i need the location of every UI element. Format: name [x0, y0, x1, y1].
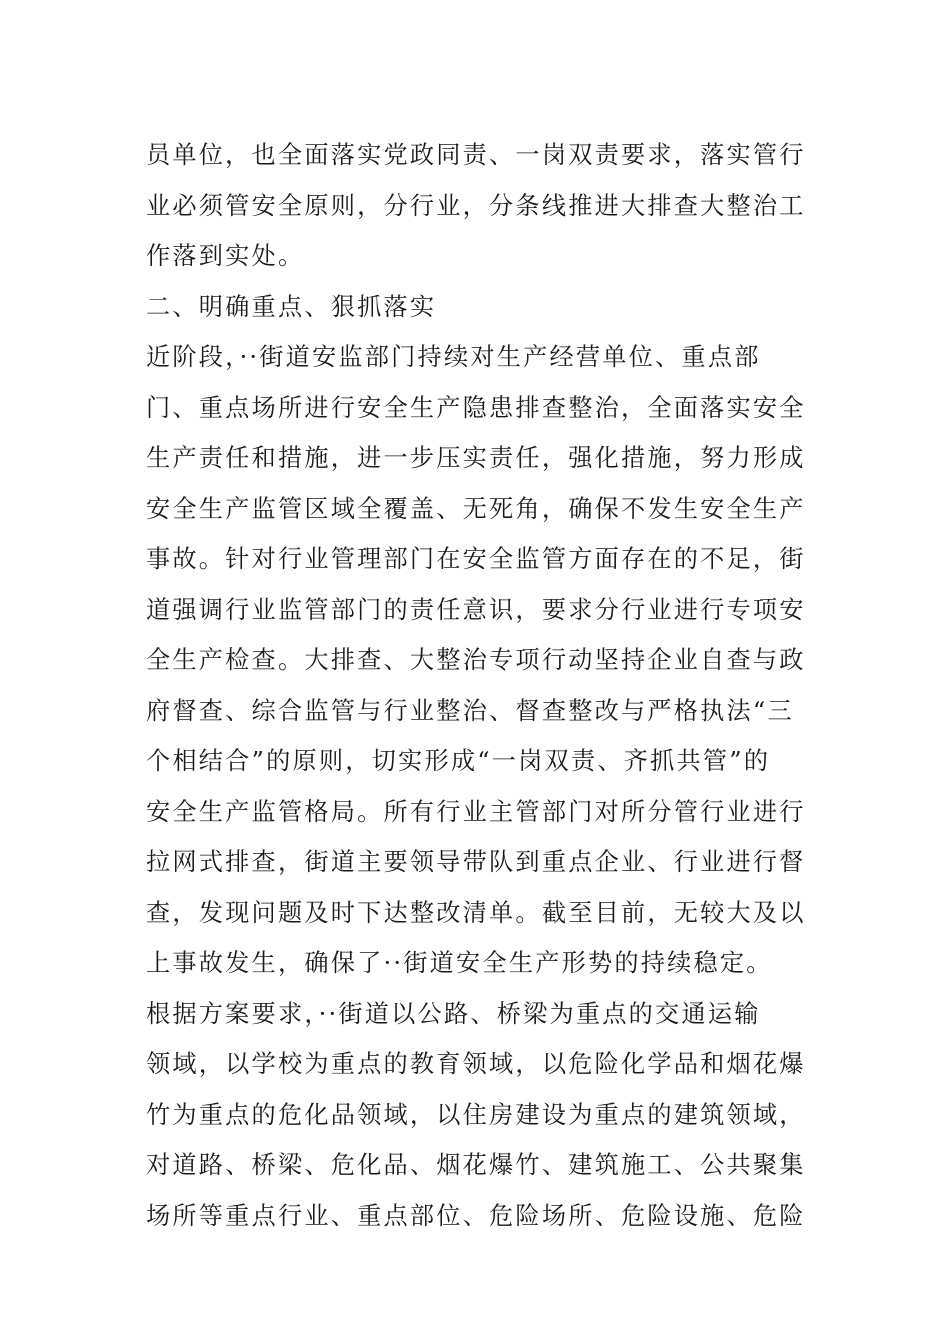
text-line: 道强调行业监管部门的责任意识，要求分行业进行专项安 — [146, 595, 806, 624]
text-line: 员单位，也全面落实党政同责、一岗双责要求，落实管行 — [146, 141, 806, 169]
text-line: 门、重点场所进行安全生产隐患排查整治，全面落实安全 — [146, 393, 806, 422]
text-line: 对道路、桥梁、危化品、烟花爆竹、建筑施工、公共聚集 — [146, 1151, 806, 1179]
text-line: 近阶段，··街道安监部门持续对生产经营单位、重点部 — [146, 343, 761, 371]
text-line: 安全生产监管区域全覆盖、无死角，确保不发生安全生产 — [146, 494, 806, 523]
text-line: 场所等重点行业、重点部位、危险场所、危险设施、危险 — [146, 1201, 806, 1230]
text-line: 府督查、综合监管与行业整治、督查整改与严格执法“三 — [146, 696, 794, 725]
text-line: 上事故发生，确保了··街道安全生产形势的持续稳定。 — [146, 949, 773, 977]
text-line: 竹为重点的危化品领域，以住房建设为重点的建筑领域， — [146, 1100, 806, 1129]
text-line: 安全生产监管格局。所有行业主管部门对所分管行业进行 — [146, 797, 806, 826]
text-line: 生产责任和措施，进一步压实责任，强化措施，努力形成 — [146, 444, 806, 472]
text-line: 事故。针对行业管理部门在安全监管方面存在的不足，街 — [146, 545, 806, 573]
text-line: 领域，以学校为重点的教育领域，以危险化学品和烟花爆 — [146, 1050, 806, 1078]
text-line: 查，发现问题及时下达整改清单。截至目前，无较大及以 — [146, 898, 806, 927]
text-line: 业必须管安全原则，分行业，分条线推进大排查大整治工 — [146, 191, 806, 220]
text-line: 根据方案要求，··街道以公路、桥梁为重点的交通运输 — [146, 999, 761, 1028]
text-line: 作落到实处。 — [146, 242, 305, 270]
text-line: 拉网式排查，街道主要领导带队到重点企业、行业进行督 — [146, 848, 806, 876]
section-heading: 二、明确重点、狠抓落实 — [146, 292, 437, 321]
text-line: 全生产检查。大排查、大整治专项行动坚持企业自查与政 — [146, 646, 806, 674]
body-text — [146, 130, 811, 1241]
text-line: 个相结合”的原则，切实形成“一岗双责、齐抓共管”的 — [146, 747, 771, 775]
